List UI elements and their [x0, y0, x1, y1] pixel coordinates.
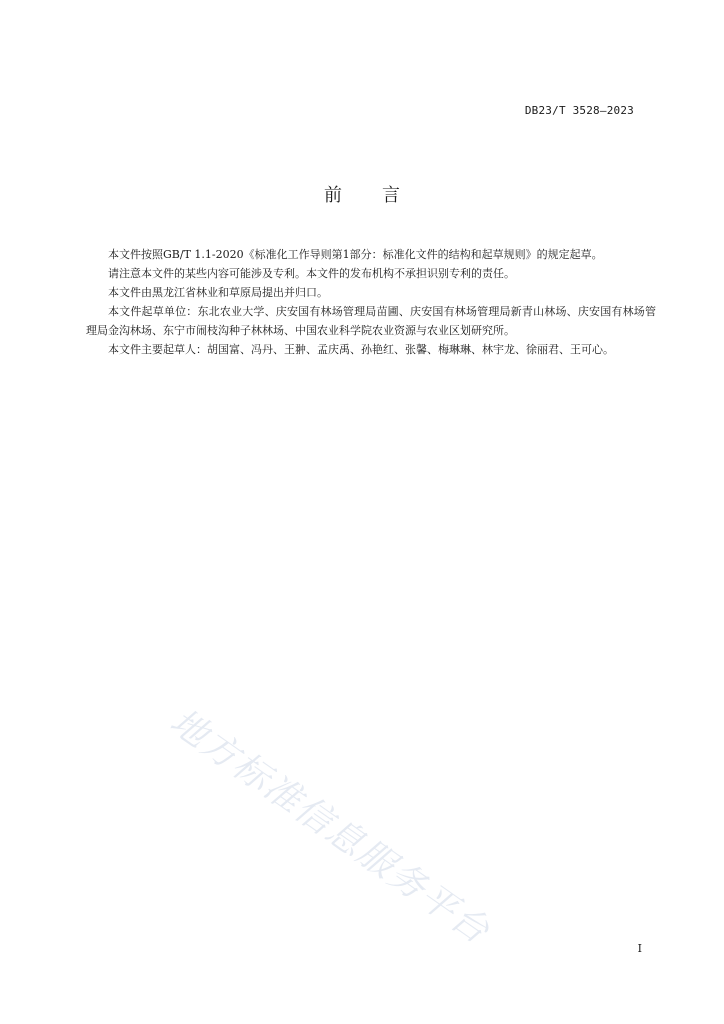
paragraph-patent-notice: 请注意本文件的某些内容可能涉及专利。本文件的发布机构不承担识别专利的责任。 — [108, 267, 515, 280]
watermark-text: 地方标准信息服务平台 — [162, 701, 498, 953]
paragraph-drafting-units: 本文件起草单位：东北农业大学、庆安国有林场管理局苗圃、庆安国有林场管理局新青山林场、庆安国有林场管理局金沟林场、东宁市闹枝沟种子林林场、中国农业科学院农业资源与农业区划研究所。 — [86, 305, 656, 337]
paragraph-drafters: 本文件主要起草人：胡国富、冯丹、王翀、孟庆禹、孙艳红、张馨、梅琳琳、林宇龙、徐丽君、王可心。 — [108, 343, 614, 356]
document-code: DB23/T 3528—2023 — [524, 104, 634, 117]
paragraph-proposer: 本文件由黑龙江省林业和草原局提出并归口。 — [108, 286, 328, 299]
paragraph-standard-basis: 本文件按照GB/T 1.1-2020《标准化工作导则第1部分：标准化文件的结构和起草规则》的规定起草。 — [108, 248, 603, 261]
page-number: I — [637, 942, 642, 955]
foreword-body — [86, 245, 656, 359]
section-title: 前言 — [324, 185, 440, 206]
